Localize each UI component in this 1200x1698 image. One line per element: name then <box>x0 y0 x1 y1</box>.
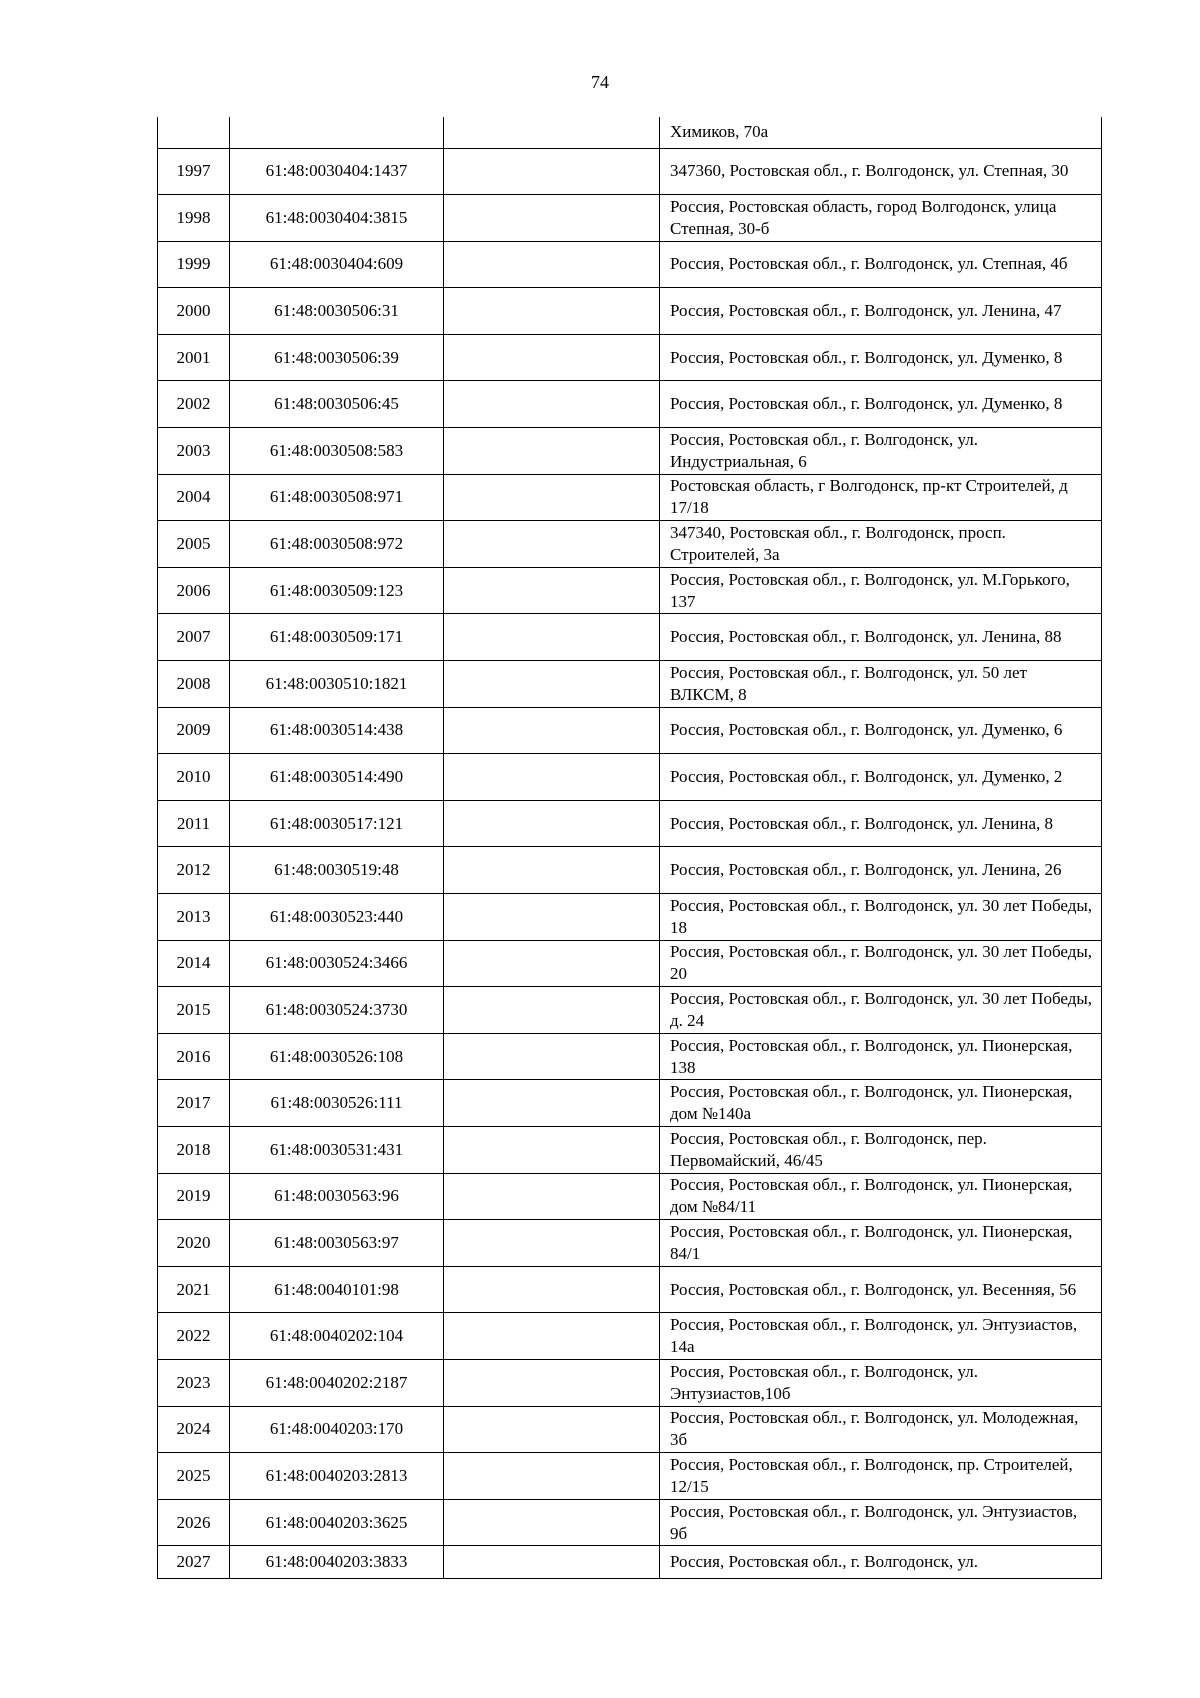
address-cell: Ростовская область, г Волгодонск, пр-кт Строителей, д 17/18 <box>660 474 1102 521</box>
address-cell: Россия, Ростовская обл., г. Волгодонск, ул. Думенко, 6 <box>660 707 1102 754</box>
row-number-cell: 2023 <box>158 1359 230 1406</box>
table-row <box>158 614 1102 661</box>
table-row <box>158 381 1102 428</box>
empty-cell <box>444 1406 660 1453</box>
table-row <box>158 707 1102 754</box>
cadastral-number-cell: 61:48:0030563:97 <box>230 1220 444 1267</box>
cadastral-number-cell: 61:48:0030508:583 <box>230 428 444 475</box>
address-cell: 347360, Ростовская обл., г. Волгодонск, ул. Степная, 30 <box>660 148 1102 195</box>
cadastral-number-cell: 61:48:0030506:31 <box>230 288 444 335</box>
address-cell: Россия, Ростовская обл., г. Волгодонск, ул. Пионерская, 138 <box>660 1033 1102 1080</box>
table-row <box>158 474 1102 521</box>
cadastral-number-cell: 61:48:0030509:123 <box>230 567 444 614</box>
table-body <box>158 117 1102 1579</box>
row-number-cell: 1998 <box>158 195 230 242</box>
cadastral-number-cell: 61:48:0030510:1821 <box>230 661 444 708</box>
row-number-cell: 2021 <box>158 1266 230 1313</box>
table-row <box>158 288 1102 335</box>
row-number-cell: 2011 <box>158 800 230 847</box>
row-number-cell: 2004 <box>158 474 230 521</box>
row-number-cell: 2017 <box>158 1080 230 1127</box>
row-number-cell: 2001 <box>158 334 230 381</box>
row-number-cell: 1997 <box>158 148 230 195</box>
table-row <box>158 940 1102 987</box>
table-row <box>158 847 1102 894</box>
row-number-cell: 2003 <box>158 428 230 475</box>
address-cell: Россия, Ростовская обл., г. Волгодонск, ул. Ленина, 8 <box>660 800 1102 847</box>
empty-cell <box>444 428 660 475</box>
address-cell: Россия, Ростовская обл., г. Волгодонск, ул. 30 лет Победы, 18 <box>660 894 1102 941</box>
address-cell: Россия, Ростовская обл., г. Волгодонск, ул. Думенко, 8 <box>660 334 1102 381</box>
row-number-cell: 2013 <box>158 894 230 941</box>
address-cell: Химиков, 70а <box>660 117 1102 148</box>
table-row <box>158 428 1102 475</box>
table-row-continuation <box>158 117 1102 148</box>
cadastral-number-cell: 61:48:0040203:3833 <box>230 1546 444 1579</box>
row-number-cell: 2006 <box>158 567 230 614</box>
row-number-cell: 2000 <box>158 288 230 335</box>
address-cell: Россия, Ростовская обл., г. Волгодонск, пр. Строителей, 12/15 <box>660 1453 1102 1500</box>
table-row <box>158 195 1102 242</box>
cadastral-number-cell: 61:48:0030506:39 <box>230 334 444 381</box>
cadastral-number-cell: 61:48:0030404:3815 <box>230 195 444 242</box>
cadastral-number-cell: 61:48:0040203:2813 <box>230 1453 444 1500</box>
table-row <box>158 754 1102 801</box>
cadastral-number-cell: 61:48:0030514:490 <box>230 754 444 801</box>
cadastral-number-cell: 61:48:0040202:104 <box>230 1313 444 1360</box>
address-cell: Россия, Ростовская обл., г. Волгодонск, пер. Первомайский, 46/45 <box>660 1126 1102 1173</box>
empty-cell <box>444 987 660 1034</box>
cadastral-number-cell: 61:48:0030519:48 <box>230 847 444 894</box>
row-number-cell: 2012 <box>158 847 230 894</box>
empty-cell <box>444 1453 660 1500</box>
cadastral-number-cell: 61:48:0030531:431 <box>230 1126 444 1173</box>
cadastral-number-cell: 61:48:0030563:96 <box>230 1173 444 1220</box>
row-number-cell: 2026 <box>158 1499 230 1546</box>
address-cell: Россия, Ростовская обл., г. Волгодонск, ул. Пионерская, дом №84/11 <box>660 1173 1102 1220</box>
address-cell: Россия, Ростовская обл., г. Волгодонск, ул. Ленина, 47 <box>660 288 1102 335</box>
row-number-cell: 2022 <box>158 1313 230 1360</box>
page-number: 74 <box>591 72 609 92</box>
empty-cell <box>444 1220 660 1267</box>
cadastral-number-cell: 61:48:0030517:121 <box>230 800 444 847</box>
table-row <box>158 521 1102 568</box>
address-cell: Россия, Ростовская обл., г. Волгодонск, ул. Пионерская, 84/1 <box>660 1220 1102 1267</box>
empty-cell <box>444 1173 660 1220</box>
row-number-cell: 2019 <box>158 1173 230 1220</box>
empty-cell <box>444 707 660 754</box>
address-cell: Россия, Ростовская обл., г. Волгодонск, ул. Ленина, 88 <box>660 614 1102 661</box>
cadastral-number-cell: 61:48:0030404:609 <box>230 241 444 288</box>
table-row <box>158 148 1102 195</box>
table-row <box>158 1220 1102 1267</box>
empty-cell <box>444 1499 660 1546</box>
empty-cell <box>444 614 660 661</box>
row-number-cell: 2010 <box>158 754 230 801</box>
row-number-cell: 2027 <box>158 1546 230 1579</box>
row-number-cell: 2008 <box>158 661 230 708</box>
table-row <box>158 987 1102 1034</box>
empty-cell <box>444 754 660 801</box>
empty-cell <box>444 894 660 941</box>
empty-cell <box>444 288 660 335</box>
cadastral-number-cell: 61:48:0030526:111 <box>230 1080 444 1127</box>
cadastral-number-cell: 61:48:0030514:438 <box>230 707 444 754</box>
empty-cell <box>444 1359 660 1406</box>
empty-cell <box>444 1266 660 1313</box>
table-row <box>158 1453 1102 1500</box>
table-row <box>158 1266 1102 1313</box>
empty-cell <box>444 1080 660 1127</box>
empty-cell <box>444 661 660 708</box>
row-number-cell: 2014 <box>158 940 230 987</box>
empty-cell <box>444 847 660 894</box>
row-number-cell: 2018 <box>158 1126 230 1173</box>
cadastral-number-cell: 61:48:0030508:971 <box>230 474 444 521</box>
empty-cell <box>444 567 660 614</box>
row-number-cell: 2025 <box>158 1453 230 1500</box>
address-cell: Россия, Ростовская обл., г. Волгодонск, ул. Пионерская, дом №140а <box>660 1080 1102 1127</box>
table-row <box>158 1313 1102 1360</box>
empty-cell <box>444 800 660 847</box>
address-cell: Россия, Ростовская обл., г. Волгодонск, ул. Индустриальная, 6 <box>660 428 1102 475</box>
row-number-cell: 1999 <box>158 241 230 288</box>
row-number-cell <box>158 117 230 148</box>
empty-cell <box>444 1313 660 1360</box>
cadastral-number-cell: 61:48:0030523:440 <box>230 894 444 941</box>
table-row <box>158 894 1102 941</box>
row-number-cell: 2015 <box>158 987 230 1034</box>
address-cell: Россия, Ростовская обл., г. Волгодонск, ул. Весенняя, 56 <box>660 1266 1102 1313</box>
empty-cell <box>444 381 660 428</box>
cadastral-number-cell: 61:48:0030509:171 <box>230 614 444 661</box>
empty-cell <box>444 1546 660 1579</box>
cadastral-number-cell <box>230 117 444 148</box>
table-row <box>158 334 1102 381</box>
address-cell: Россия, Ростовская обл., г. Волгодонск, ул. М.Горького, 137 <box>660 567 1102 614</box>
table-row <box>158 661 1102 708</box>
empty-cell <box>444 474 660 521</box>
address-cell: Россия, Ростовская обл., г. Волгодонск, ул. 30 лет Победы, д. 24 <box>660 987 1102 1034</box>
address-cell: Россия, Ростовская обл., г. Волгодонск, ул. <box>660 1546 1102 1579</box>
table-row <box>158 1033 1102 1080</box>
cadastral-number-cell: 61:48:0030506:45 <box>230 381 444 428</box>
table-row <box>158 1359 1102 1406</box>
address-cell: Россия, Ростовская обл., г. Волгодонск, ул. Энтузиастов, 9б <box>660 1499 1102 1546</box>
address-cell: Россия, Ростовская обл., г. Волгодонск, ул. 30 лет Победы, 20 <box>660 940 1102 987</box>
table-row <box>158 1499 1102 1546</box>
address-cell: Россия, Ростовская обл., г. Волгодонск, ул. Думенко, 8 <box>660 381 1102 428</box>
cadastral-number-cell: 61:48:0040203:170 <box>230 1406 444 1453</box>
table-row <box>158 241 1102 288</box>
address-cell: Россия, Ростовская область, город Волгодонск, улица Степная, 30-б <box>660 195 1102 242</box>
cadastral-number-cell: 61:48:0030524:3730 <box>230 987 444 1034</box>
cadastral-number-cell: 61:48:0040203:3625 <box>230 1499 444 1546</box>
address-cell: Россия, Ростовская обл., г. Волгодонск, ул. Энтузиастов,10б <box>660 1359 1102 1406</box>
empty-cell <box>444 521 660 568</box>
empty-cell <box>444 117 660 148</box>
table-row <box>158 1080 1102 1127</box>
cadastral-number-cell: 61:48:0030526:108 <box>230 1033 444 1080</box>
address-cell: 347340, Ростовская обл., г. Волгодонск, просп. Строителей, 3а <box>660 521 1102 568</box>
address-cell: Россия, Ростовская обл., г. Волгодонск, ул. 50 лет ВЛКСМ, 8 <box>660 661 1102 708</box>
address-cell: Россия, Ростовская обл., г. Волгодонск, ул. Молодежная, 3б <box>660 1406 1102 1453</box>
address-cell: Россия, Ростовская обл., г. Волгодонск, ул. Думенко, 2 <box>660 754 1102 801</box>
row-number-cell: 2024 <box>158 1406 230 1453</box>
address-cell: Россия, Ростовская обл., г. Волгодонск, ул. Степная, 4б <box>660 241 1102 288</box>
row-number-cell: 2005 <box>158 521 230 568</box>
cadastral-number-cell: 61:48:0030508:972 <box>230 521 444 568</box>
cadastral-number-cell: 61:48:0030404:1437 <box>230 148 444 195</box>
table-row <box>158 1546 1102 1579</box>
empty-cell <box>444 241 660 288</box>
cadastral-number-cell: 61:48:0040101:98 <box>230 1266 444 1313</box>
cadastral-number-cell: 61:48:0040202:2187 <box>230 1359 444 1406</box>
empty-cell <box>444 1033 660 1080</box>
cadastral-number-cell: 61:48:0030524:3466 <box>230 940 444 987</box>
empty-cell <box>444 148 660 195</box>
address-cell: Россия, Ростовская обл., г. Волгодонск, ул. Ленина, 26 <box>660 847 1102 894</box>
row-number-cell: 2020 <box>158 1220 230 1267</box>
row-number-cell: 2009 <box>158 707 230 754</box>
empty-cell <box>444 940 660 987</box>
address-cell: Россия, Ростовская обл., г. Волгодонск, ул. Энтузиастов, 14а <box>660 1313 1102 1360</box>
empty-cell <box>444 1126 660 1173</box>
table-row <box>158 800 1102 847</box>
land-plot-table <box>157 117 1102 1579</box>
row-number-cell: 2002 <box>158 381 230 428</box>
row-number-cell: 2016 <box>158 1033 230 1080</box>
empty-cell <box>444 195 660 242</box>
table-row <box>158 1126 1102 1173</box>
table-row <box>158 1173 1102 1220</box>
row-number-cell: 2007 <box>158 614 230 661</box>
empty-cell <box>444 334 660 381</box>
table-row <box>158 567 1102 614</box>
table-row <box>158 1406 1102 1453</box>
